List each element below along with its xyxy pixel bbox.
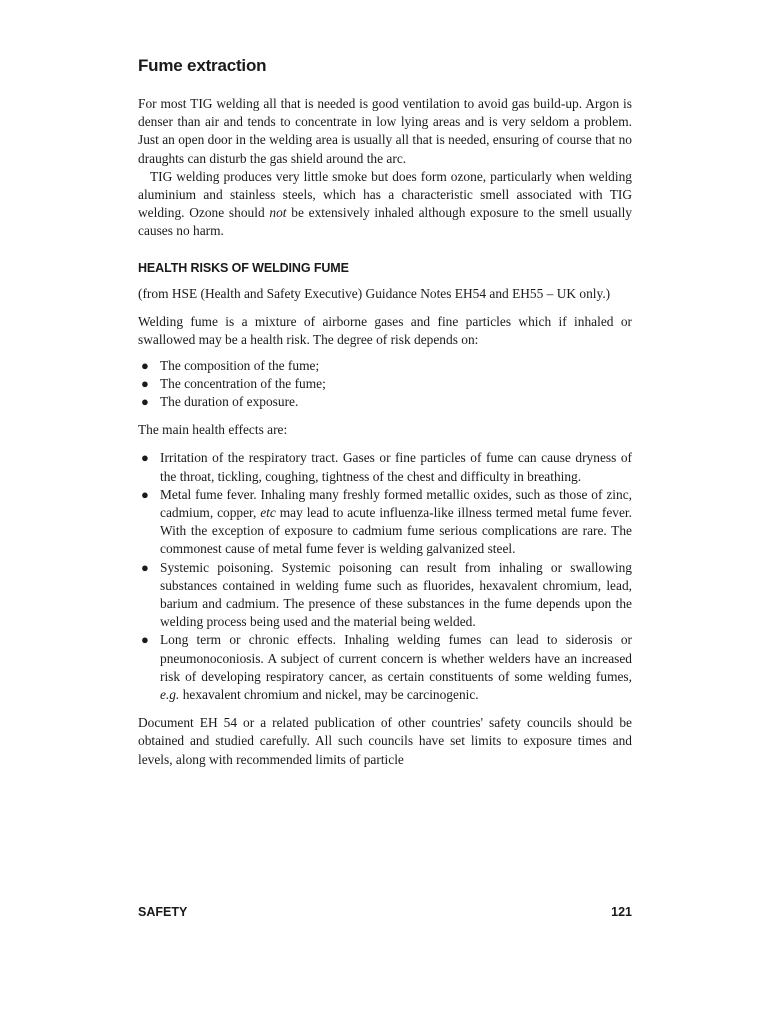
health-effects-list xyxy=(138,449,632,704)
bullet-icon: ● xyxy=(141,559,149,575)
effects-intro: The main health effects are: xyxy=(138,422,288,438)
bullet-icon: ● xyxy=(141,632,149,648)
fume-intro: Welding fume is a mixture of airborne gases and fine particles which if inhaled or swallowed may be a health risk. The degree of risk depends on: xyxy=(138,313,632,348)
closing-paragraph: Document EH 54 or a related publication of other countries' safety councils should be obtained and studied carefully. All such councils have set limits to exposure times and levels, along with recommended limits of particle xyxy=(138,715,632,767)
page-number: 121 xyxy=(611,905,632,919)
page-body xyxy=(138,56,632,769)
bullet-icon: ● xyxy=(141,450,149,466)
footer-section-label: SAFETY xyxy=(138,905,188,919)
risk-factors-list xyxy=(138,357,632,411)
list-item: ● Metal fume fever. Inhaling many freshly formed metallic oxides, such as those of zinc, cadmium, copper, etc may lead to acute influenza-like illness termed metal fume fever. With the exception of exposure to cadmium fume serious complications are rare. The commonest cause of metal fume fever is welding galvanized steel. xyxy=(141,486,632,557)
paragraph-ozone: TIG welding produces very little smoke but does form ozone, particularly when welding aluminium and stainless steels, which has a characteristic smell associated with TIG welding. Ozone should not be extensively inhaled although exposure to the smell usually causes no harm. xyxy=(138,168,632,239)
list-item: ● The duration of exposure. xyxy=(141,394,299,410)
paragraph-ventilation: For most TIG welding all that is needed is good ventilation to avoid gas build-up. Argon is denser than air and tends to concentrate in low lying areas and is very seldom a problem. Just an open door in the welding area is usually all that is needed, ensuring of course that no draughts can disturb the gas shield around the arc. xyxy=(138,96,632,166)
source-note: (from HSE (Health and Safety Executive) Guidance Notes EH54 and EH55 – UK only.) xyxy=(138,285,611,301)
list-item: ● Systemic poisoning. Systemic poisoning can result from inhaling or swallowing substances contained in welding fume such as fluorides, hexavalent chromium, lead, barium and cadmium. The presence of these substances in the fume depends upon the welding process being used and the material being welded. xyxy=(141,559,632,630)
bullet-icon: ● xyxy=(141,358,149,374)
list-item: ● Long term or chronic effects. Inhaling welding fumes can lead to siderosis or pneumonoconiosis. A subject of current concern is whether welders have an increased risk of developing respiratory cancer, as certain constituents of some welding fumes, e.g. hexavalent chromium and nickel, may be carcinogenic. xyxy=(141,632,632,703)
page-title: Fume extraction xyxy=(138,56,267,75)
list-item: ● Irritation of the respiratory tract. Gases or fine particles of fume can cause dryness of the throat, tickling, coughing, tightness of the chest and difficulty in breathing. xyxy=(141,450,632,484)
list-item: ● The concentration of the fume; xyxy=(141,376,326,392)
bullet-icon: ● xyxy=(141,376,149,392)
bullet-icon: ● xyxy=(141,486,149,502)
list-item: ● The composition of the fume; xyxy=(141,358,320,374)
health-risks-heading: HEALTH RISKS OF WELDING FUME xyxy=(138,260,349,275)
bullet-icon: ● xyxy=(141,394,149,410)
